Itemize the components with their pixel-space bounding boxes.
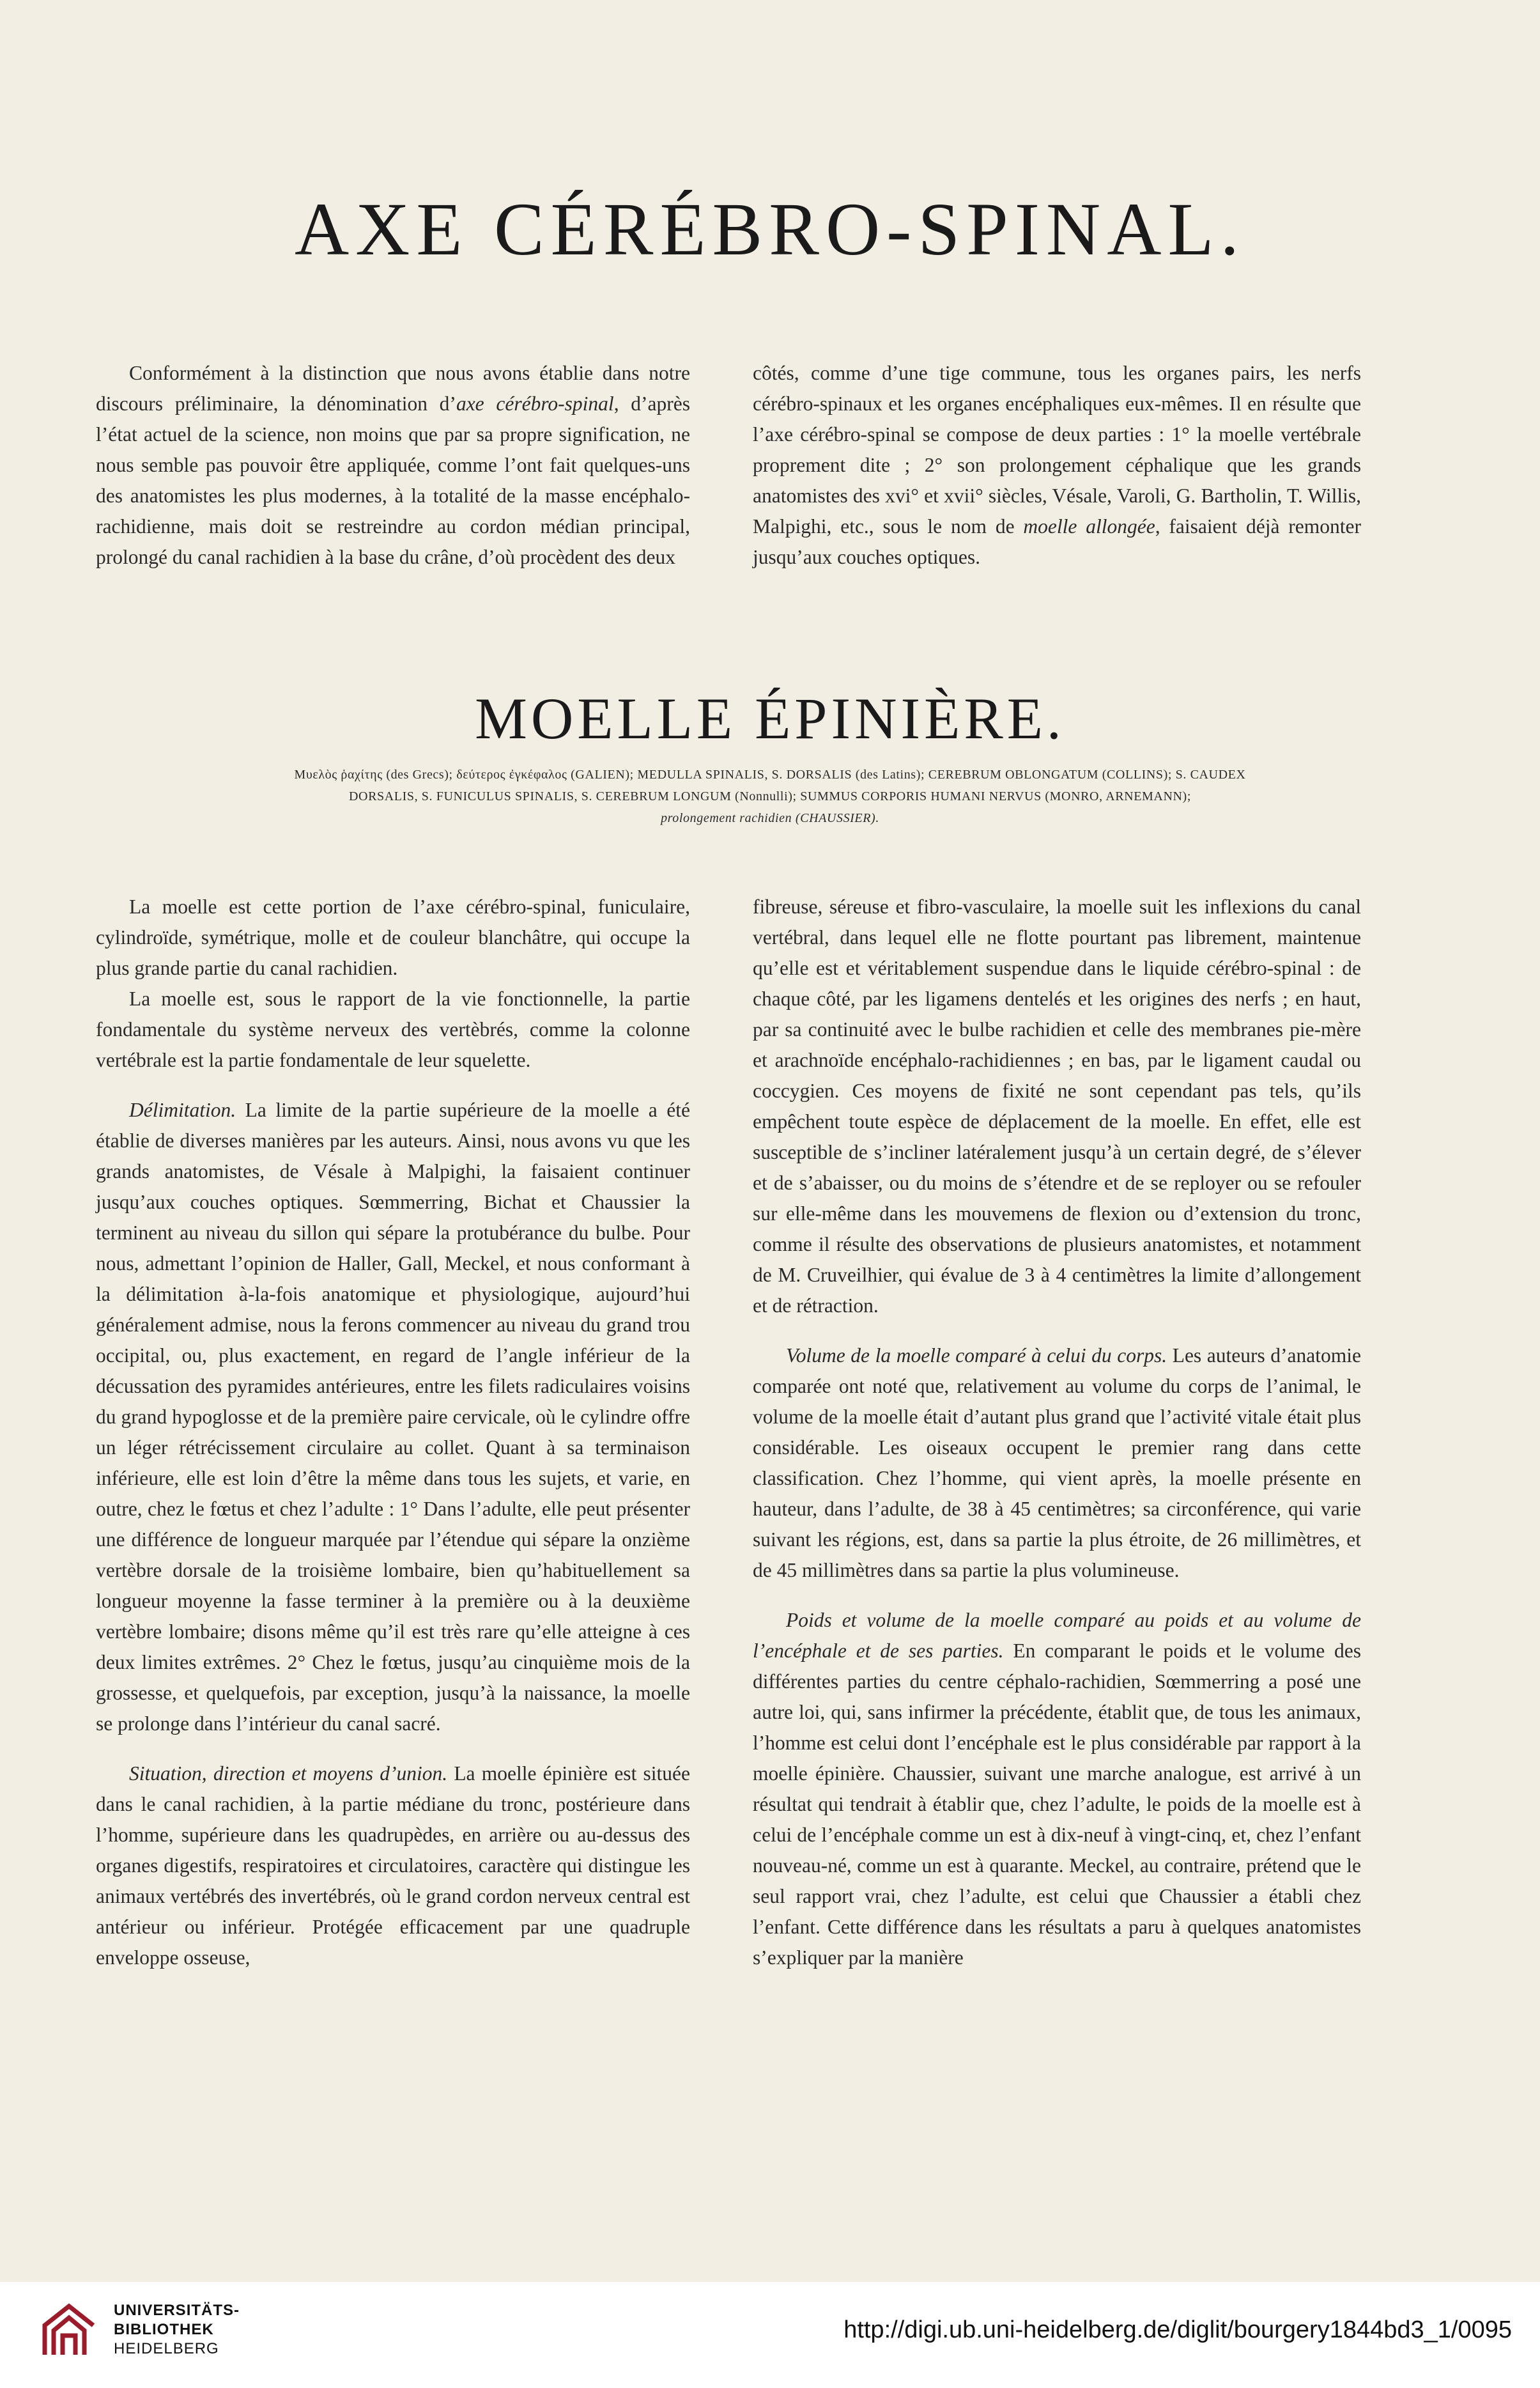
paragraph-text: La moelle épinière est située dans le canal rachidien, à la partie médiane du tronc, postérieure dans l’homme, supérieure dans les quadrupèdes, en arrière ou au-dessus des organes digestifs, respiratoires et circulatoires, caractère qui distingue les animaux vertébrés des invertébrés, où le grand cordon nerveux central est antérieur ou inférieur. Protégée efficacement par une quadruple enveloppe osseuse, xyxy=(96,1762,691,1969)
library-name-line: BIBLIOTHEK xyxy=(114,2321,214,2338)
synonyms-line: prolongement rachidien (CHAUSSIER). xyxy=(661,811,879,825)
intro-right-text: côtés, comme d’une tige commune, tous les organes pairs, les nerfs cérébro-spinaux et les organes encéphaliques eux-mêmes. Il en résulte que l’axe cérébro-spinal se compose de deux parties : 1° la moelle vertébrale proprement dite ; 2° son prolongement céphalique que les grands anatomistes des xvi° et xvii° siècles, Vésale, Varoli, G. Bartholin, T. Willis, Malpighi, etc., sous le nom de xyxy=(753,362,1361,538)
paragraph-heading: Délimitation. xyxy=(129,1099,236,1121)
library-name-line: UNIVERSITÄTS- xyxy=(114,2302,240,2319)
page-title: AXE CÉRÉBRO-SPINAL. xyxy=(294,187,1246,271)
footer-bar xyxy=(0,2282,1540,2388)
source-url-link[interactable]: http://digi.ub.uni-heidelberg.de/diglit/bourgery1844bd3_1/0095 xyxy=(843,2316,1512,2343)
body-paragraph: La moelle est, sous le rapport de la vie fonctionnelle, la partie fondamentale du système nerveux des vertèbrés, comme la colonne vertébrale est la partie fondamentale de leur squelette. xyxy=(96,988,690,1071)
body-paragraph: fibreuse, séreuse et fibro-vasculaire, la moelle suit les inflexions du canal vertébral, dans lequel elle ne flotte pourtant pas librement, maintenue qu’elle est et véritablement suspendue dans le liquide cérébro-spinal : de chaque côté, par les ligamens dentelés et les origines des nerfs ; en haut, par sa continuité avec le bulbe rachidien et celle des membranes pie-mère et arachnoïde encéphalo-rachidiennes ; en bas, par le ligament caudal ou coccygien. Ces moyens de fixité ne sont cependant pas tels, qu’ils empêchent toute espèce de déplacement de la moelle. En effet, elle est susceptible de s’incliner latéralement jusqu’à un certain degré, de s’élever et de s’abaisser, ou du moins de s’étendre et de se reployer ou se refouler sur elle-même dans les mouvemens de flexion ou d’extension du tronc, comme il résulte des observations de plusieurs anatomistes, et notamment de M. Cruveilhier, qui évalue de 3 à 4 centimètres la limite d’allongement et de rétraction. xyxy=(753,896,1361,1317)
library-name-line: HEIDELBERG xyxy=(114,2340,219,2357)
intro-left-paragraph xyxy=(96,358,690,573)
intro-right-text-end: , faisaient déjà remonter jusqu’aux couches optiques. xyxy=(753,515,1361,568)
body-paragraph xyxy=(753,1605,1361,1973)
paragraph-heading: Poids et volume de la moelle comparé au poids et au volume de l’encéphale et de ses parties. xyxy=(753,1609,1361,1662)
body-paragraph xyxy=(753,1340,1361,1586)
intro-right-column xyxy=(753,358,1361,573)
paragraph-text: Les auteurs d’anatomie comparée ont noté que, relativement au volume du corps de l’animal, le volume de la moelle était d’autant plus grand que l’activité vitale était plus considérable. Les oiseaux occupent le premier rang dans cette classification. Chez l’homme, qui vient après, la moelle présente en hauteur, dans l’adulte, de 38 à 45 centimètres; sa circonférence, qui varie suivant les régions, est, dans sa partie la plus étroite, de 26 millimètres, et de 45 millimètres dans sa partie la plus volumineuse. xyxy=(753,1344,1361,1581)
paragraph-heading: Volume de la moelle comparé à celui du corps. xyxy=(786,1344,1167,1367)
intro-right-italic: moelle allongée xyxy=(1023,515,1155,538)
intro-right-paragraph xyxy=(753,358,1361,573)
paragraph-text: En comparant le poids et le volume des différentes parties du centre céphalo-rachidien, Sœmmerring a posé une autre loi, qui, sans infirmer la précédente, établit que, de tous les animaux, l’homme est celui dont l’encéphale est le plus considérable par rapport à la moelle épinière. Chaussier, suivant une marche analogue, est arrivé à un résultat qui tendrait à établir que, chez l’adulte, le poids de la moelle est à celui de l’encéphale comme un est à dix-neuf à vingt-cinq, et, chez l’enfant nouveau-né, comme un est à quarante. Meckel, au contraire, prétend que le seul rapport vrai, chez l’adulte, est celui que Chaussier a établi chez l’enfant. Cette différence dans les résultats a paru à quelques anatomistes s’expliquer par la manière xyxy=(753,1640,1361,1969)
paragraph-text: La limite de la partie supérieure de la moelle a été établie de diverses manières par les auteurs. Ainsi, nous avons vu que les grands anatomistes, de Vésale à Malpighi, la faisaient continuer jusqu’aux couches optiques. Sœmmerring, Bichat et Chaussier la terminent au niveau du sillon qui sépare la protubérance du bulbe. Pour nous, admettant l’opinion de Haller, Gall, Meckel, et nous conformant à la délimitation à-la-fois anatomique et physiologique, aujourd’hui généralement admise, nous la ferons commencer au niveau du grand trou occipital, ou, plus exactement, en regard de l’angle inférieur de la décussation des pyramides antérieures, entre les filets radiculaires voisins du grand hypoglosse et de la première paire cervicale, où le cylindre offre un léger rétrécissement circulaire au collet. Quant à sa terminaison inférieure, elle est loin d’être la même dans tous les sujets, et varie, en outre, chez le fœtus et chez l’adulte : 1° Dans l’adulte, elle peut présenter une différence de longueur marquée par l’étendue qui sépare la onzième vertèbre dorsale de la troisième lombaire, bien qu’habituellement sa longueur moyenne la fasse terminer à la première ou à la deuxième vertèbre lombaire; disons même qu’il est très rare qu’elle atteigne à ces deux limites extrêmes. 2° Chez le fœtus, jusqu’au cinquième mois de la grossesse, et quelquefois, par exception, jusqu’à la naissance, la moelle se prolonge dans l’intérieur du canal sacré. xyxy=(96,1099,690,1735)
intro-left-italic: axe cérébro-spinal xyxy=(456,392,614,415)
intro-left-text-end: , d’après l’état actuel de la science, non moins que par sa propre signification, ne nous semble pas pouvoir être appliquée, comme l’ont fait quelques-uns des anatomistes les plus modernes, à la totalité de la masse encéphalo-rachidienne, mais doit se restreindre au cordon médian principal, prolongé du canal rachidien à la base du crâne, d’où procèdent des deux xyxy=(96,392,690,568)
body-paragraph xyxy=(96,1758,690,1973)
body-paragraph xyxy=(96,1095,690,1739)
library-logo-icon xyxy=(38,2300,100,2361)
synonyms-line: Μυελὸς ῥαχίτης (des Grecs); δεύτερος ἐγκέφαλος (GALIEN); MEDULLA SPINALIS, S. DORSALIS (des Latins); CEREBRUM OBLONGATUM (COLLINS); S. CAUDEX xyxy=(294,768,1246,782)
intro-left-column xyxy=(96,358,690,573)
body-left-column xyxy=(96,892,690,1973)
section-title: MOELLE ÉPINIÈRE. xyxy=(475,686,1065,751)
intro-left-text: Conformément à la distinction que nous avons établie dans notre discours préliminaire, la dénomination d’ xyxy=(96,362,690,415)
body-right-column xyxy=(753,892,1361,1973)
synonyms-line: DORSALIS, S. FUNICULUS SPINALIS, S. CEREBRUM LONGUM (Nonnulli); SUMMUS CORPORIS HUMANI NERVUS (MONRO, ARNEMANN); xyxy=(349,789,1191,803)
body-paragraph: La moelle est cette portion de l’axe cérébro-spinal, funiculaire, cylindroïde, symétrique, molle et de couleur blanchâtre, qui occupe la plus grande partie du canal rachidien. xyxy=(96,896,690,979)
synonyms-block xyxy=(192,764,1348,829)
paragraph-heading: Situation, direction et moyens d’union. xyxy=(129,1762,448,1785)
library-name xyxy=(114,2301,240,2359)
